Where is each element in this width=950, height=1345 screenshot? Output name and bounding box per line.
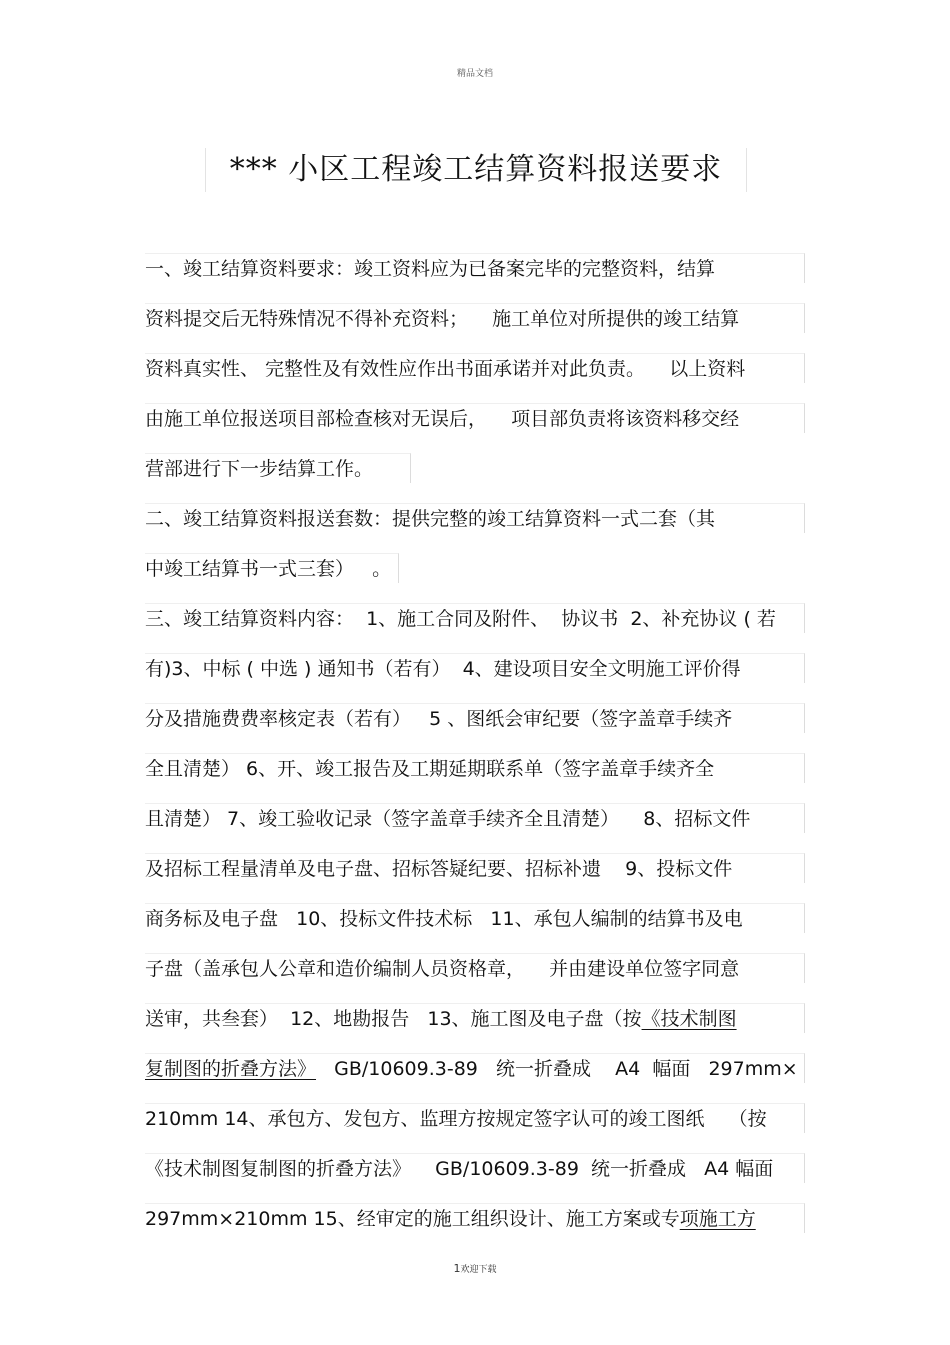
- text-line: [145, 1003, 805, 1033]
- text-line: 及招标工程量清单及电子盘、招标答疑纪要、招标补遗 9、投标文件: [145, 853, 805, 883]
- text-line: 三、竣工结算资料内容： 1、施工合同及附件、 协议书 2、补充协议 ( 若: [145, 603, 805, 633]
- text-line: [145, 1103, 805, 1133]
- page-footer: [0, 1262, 950, 1275]
- text-line: 有)3、中标 ( 中选 ) 通知书（若有） 4、建设项目安全文明施工评价得: [145, 653, 805, 683]
- underlined-reference: 《技术制图: [641, 1008, 737, 1030]
- page-number: 1: [453, 1262, 461, 1275]
- page-header-watermark: 精品文档: [456, 69, 493, 79]
- text-line: 《技术制图复制图的折叠方法》 GB/10609.3-89 统一折叠成 A4 幅面: [145, 1153, 805, 1183]
- text-segment: GB/10609.3-89 统一折叠成 A4 幅面 297mm×: [316, 1058, 798, 1080]
- text-line: 资料真实性、 完整性及有效性应作出书面承诺并对此负责。 以上资料: [145, 353, 805, 383]
- text-line: [145, 1053, 805, 1083]
- text-segment: 14、承包方、发包方、监理方按规定签字认可的竣工图纸 （按: [218, 1108, 767, 1130]
- text-segment: 297mm×210mm: [145, 1208, 308, 1230]
- text-line: 商务标及电子盘 10、投标文件技术标 11、承包人编制的结算书及电: [145, 903, 805, 933]
- text-line: 由施工单位报送项目部检查核对无误后， 项目部负责将该资料移交经: [145, 403, 805, 433]
- text-line: 分及措施费费率核定表（若有） 5 、图纸会审纪要（签字盖章手续齐: [145, 703, 805, 733]
- footer-text: 欢迎下载: [460, 1265, 497, 1275]
- underlined-reference: 项施工方: [679, 1208, 756, 1230]
- text-line: 子盘（盖承包人公章和造价编制人员资格章， 并由建设单位签字同意: [145, 953, 805, 983]
- document-title: *** 小区工程竣工结算资料报送要求: [205, 148, 747, 192]
- text-segment: 210mm: [145, 1108, 219, 1130]
- text-line: [145, 1203, 805, 1233]
- text-line: 中竣工结算书一式三套） 。: [145, 553, 399, 583]
- text-line: 营部进行下一步结算工作。: [145, 453, 411, 483]
- text-line: 一、竣工结算资料要求：竣工资料应为已备案完毕的完整资料，结算: [145, 253, 805, 283]
- text-line: 二、竣工结算资料报送套数：提供完整的竣工结算资料一式二套（其: [145, 503, 805, 533]
- text-line: 且清楚） 7、竣工验收记录（签字盖章手续齐全且清楚） 8、招标文件: [145, 803, 805, 833]
- text-line: 资料提交后无特殊情况不得补充资料； 施工单位对所提供的竣工结算: [145, 303, 805, 333]
- text-line: 全且清楚） 6、开、竣工报告及工期延期联系单（签字盖章手续齐全: [145, 753, 805, 783]
- text-segment: 15、经审定的施工组织设计、施工方案或专: [307, 1208, 680, 1230]
- underlined-reference: 复制图的折叠方法》: [145, 1058, 317, 1080]
- text-segment: 送审，共叁套） 12、地勘报告 13、施工图及电子盘（按: [145, 1008, 642, 1030]
